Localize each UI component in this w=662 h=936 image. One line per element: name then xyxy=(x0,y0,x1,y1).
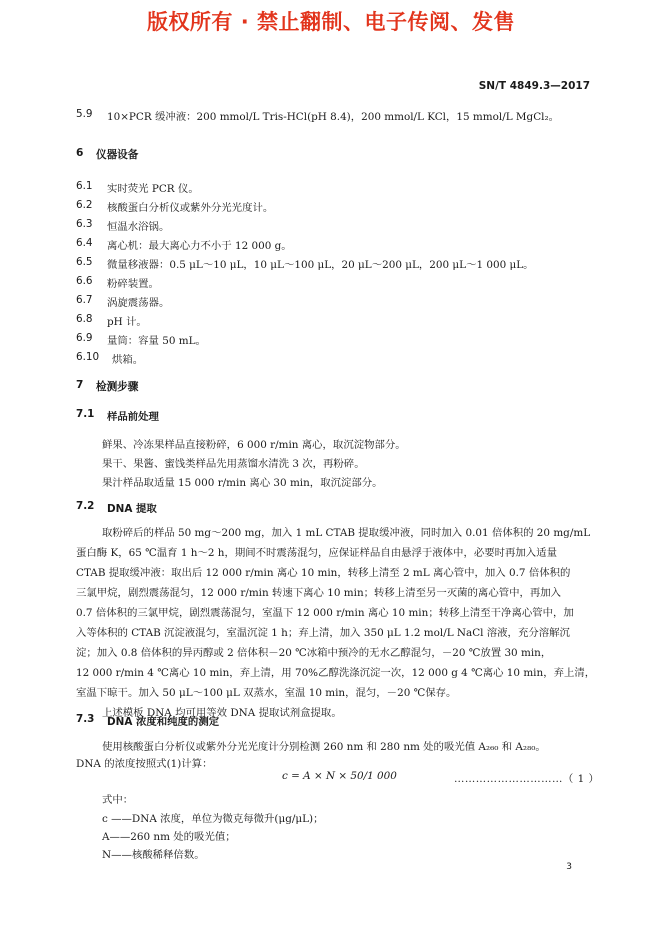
clause-number: 6.1 xyxy=(76,180,93,192)
paragraph-line: 取粉碎后的样品 50 mg～200 mg，加入 1 mL CTAB 提取缓冲液，同时加入 0.01 倍体积的 20 mg/mL xyxy=(102,527,591,539)
symbol-definition: c ——DNA 浓度，单位为微克每微升(μg/μL)； xyxy=(102,813,324,825)
paragraph-line: 0.7 倍体积的三氯甲烷，剧烈震荡混匀，室温下 12 000 r/min 离心 10 min；转移上清至干净离心管中，加 xyxy=(76,607,574,619)
page-number: 3 xyxy=(566,862,572,872)
clause-text: 粉碎装置。 xyxy=(107,278,159,290)
paragraph-line: 室温下晾干。加入 50 μL～100 μL 双蒸水，室温 10 min，混匀，－20 ℃保存。 xyxy=(76,687,457,699)
section-number: 7 xyxy=(76,379,84,391)
clause-text: 量筒：容量 50 mL。 xyxy=(107,335,206,347)
paragraph-line: CTAB 提取缓冲液：取出后 12 000 r/min 离心 10 min，转移上清至 2 mL 离心管中，加入 0.7 倍体积的 xyxy=(76,567,571,579)
paragraph-line: 12 000 r/min 4 ℃离心 10 min，弃上清，用 70%乙醇洗涤沉淀一次，12 000 g 4 ℃离心 10 min，弃上清， xyxy=(76,667,596,679)
clause-number: 6.2 xyxy=(76,199,93,211)
formula: c = A × N × 50/1 000 xyxy=(282,770,397,782)
section-title: 检测步骤 xyxy=(96,381,139,393)
subsection-number: 7.1 xyxy=(76,408,95,420)
clause-number: 6.7 xyxy=(76,294,93,306)
clause-text: 恒温水浴锅。 xyxy=(107,221,170,233)
symbol-definition: A——260 nm 处的吸光值； xyxy=(102,831,236,843)
section-number: 6 xyxy=(76,147,84,159)
section-title: 仪器设备 xyxy=(96,149,139,161)
watermark-banner: 版权所有 · 禁止翻制、电子传阅、发售 xyxy=(146,10,516,34)
paragraph-line: 果汁样品取适量 15 000 r/min 离心 30 min，取沉淀部分。 xyxy=(102,477,383,489)
clause-text: 烘箱。 xyxy=(112,354,144,366)
paragraph-line: 果干、果酱、蜜饯类样品先用蒸馏水清洗 3 次，再粉碎。 xyxy=(102,458,365,470)
clause-number: 6.10 xyxy=(76,351,100,363)
clause-text: 微量移液器：0.5 μL～10 μL，10 μL～100 μL，20 μL～200 μL，200 μL～1 000 μL。 xyxy=(107,259,534,271)
clause-text: 核酸蛋白分析仪或紫外分光光度计。 xyxy=(107,202,274,214)
subsection-number: 7.3 xyxy=(76,713,95,725)
clause-number: 6.3 xyxy=(76,218,93,230)
clause-text: pH 计。 xyxy=(107,316,147,328)
subsection-title: 样品前处理 xyxy=(107,411,159,423)
subsection-title: DNA 浓度和纯度的测定 xyxy=(107,716,220,728)
symbol-definition: N——核酸稀释倍数。 xyxy=(102,849,205,861)
paragraph-line: DNA 的浓度按照式(1)计算： xyxy=(76,758,213,770)
clause-number: 6.9 xyxy=(76,332,93,344)
where-label: 式中： xyxy=(102,794,134,806)
paragraph-line: 淀；加入 0.8 倍体积的异丙醇或 2 倍体积－20 ℃冰箱中预冷的无水乙醇混匀，－20 ℃放置 30 min， xyxy=(76,647,552,659)
subsection-number: 7.2 xyxy=(76,500,95,512)
clause-text: 10×PCR 缓冲液：200 mmol/L Tris-HCl(pH 8.4)，200 mmol/L KCl，15 mmol/L MgCl₂。 xyxy=(107,111,560,123)
paragraph-line: 上述模板 DNA 均可用等效 DNA 提取试剂盒提取。 xyxy=(102,707,342,719)
clause-text: 涡旋震荡器。 xyxy=(107,297,170,309)
clause-number: 6.8 xyxy=(76,313,93,325)
clause-number: 6.6 xyxy=(76,275,93,287)
clause-number: 5.9 xyxy=(76,108,93,120)
paragraph-line: 蛋白酶 K，65 ℃温育 1 h～2 h，期间不时震荡混匀，应保证样品自由悬浮于液体中，必要时再加入适量 xyxy=(76,547,557,559)
formula-reference: …………………………（ 1 ） xyxy=(454,773,600,785)
paragraph-line: 入等体积的 CTAB 沉淀液混匀，室温沉淀 1 h；弃上清，加入 350 μL 1.2 mol/L NaCl 溶液，充分溶解沉 xyxy=(76,627,570,639)
clause-text: 离心机：最大离心力不小于 12 000 g。 xyxy=(107,240,292,252)
clause-text: 实时荧光 PCR 仪。 xyxy=(107,183,199,195)
paragraph-line: 鲜果、冷冻果样品直接粉碎，6 000 r/min 离心，取沉淀物部分。 xyxy=(102,439,406,451)
paragraph-line: 三氯甲烷，剧烈震荡混匀，12 000 r/min 转速下离心 10 min；转移上清至另一灭菌的离心管中，再加入 xyxy=(76,587,562,599)
clause-number: 6.4 xyxy=(76,237,93,249)
paragraph-line: 使用核酸蛋白分析仪或紫外分光光度计分别检测 260 nm 和 280 nm 处的吸光值 A₂₆₀ 和 A₂₈₀。 xyxy=(102,741,546,753)
standard-code: SN/T 4849.3—2017 xyxy=(478,80,590,92)
clause-number: 6.5 xyxy=(76,256,93,268)
subsection-title: DNA 提取 xyxy=(107,503,157,515)
